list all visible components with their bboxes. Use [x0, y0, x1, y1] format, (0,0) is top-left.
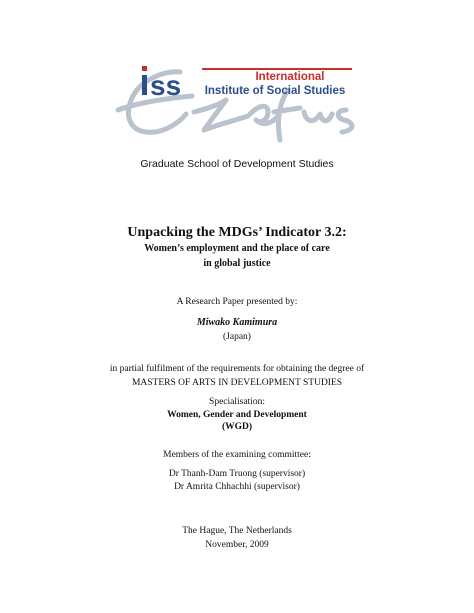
degree-name: MASTERS OF ARTS IN DEVELOPMENT STUDIES	[131, 378, 343, 388]
logo-line1: International	[255, 71, 325, 83]
committee-member: Dr Thanh-Dam Truong (supervisor)	[168, 469, 306, 479]
committee-label: Members of the examining committee:	[163, 450, 311, 460]
presented-by: A Research Paper presented by:	[176, 297, 298, 307]
paper-subtitle-line2: in global justice	[203, 258, 271, 269]
date: November, 2009	[205, 540, 269, 550]
specialisation-abbr: (WGD)	[221, 422, 253, 432]
author-country: (Japan)	[223, 332, 251, 342]
svg-text:ss: ss	[150, 70, 182, 101]
iss-logo	[110, 50, 370, 150]
committee-member: Dr Amrita Chhachhi (supervisor)	[174, 482, 300, 492]
school-name: Graduate School of Development Studies	[140, 158, 334, 170]
logo-line2: Institute of Social Studies	[204, 85, 346, 97]
paper-title: Unpacking the MDGs’ Indicator 3.2:	[127, 225, 347, 240]
paper-subtitle-line1: Women’s employment and the place of care	[144, 243, 330, 254]
logo-rule	[202, 68, 352, 70]
iss-logo-graphic	[110, 50, 370, 150]
specialisation-label: Specialisation:	[209, 397, 265, 407]
author-name: Miwako Kamimura	[196, 317, 278, 328]
specialisation-name: Women, Gender and Development	[167, 410, 307, 420]
place: The Hague, The Netherlands	[182, 526, 292, 536]
fulfilment-statement: in partial fulfilment of the requirements for obtaining the degree of	[109, 364, 365, 374]
